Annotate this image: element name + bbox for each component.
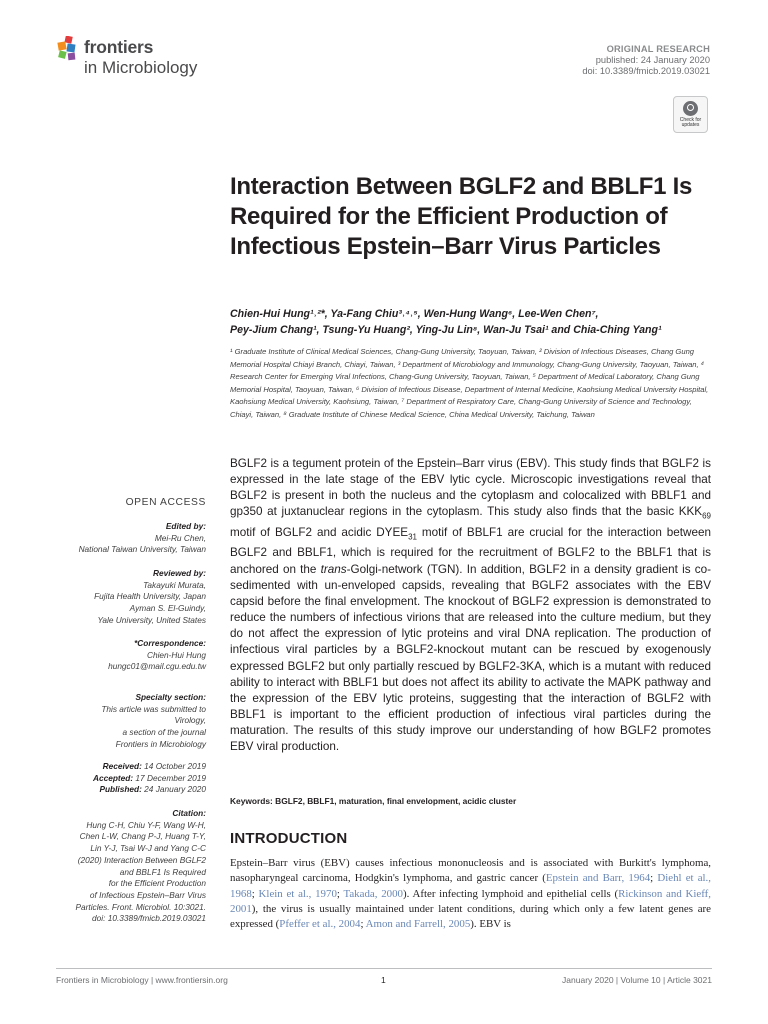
author-list <box>230 306 720 338</box>
editor-name[interactable]: Mei-Ru Chen, <box>154 532 206 543</box>
accepted-date: Accepted: 17 December 2019 <box>93 772 206 783</box>
reviewed-by-block <box>48 568 206 627</box>
open-access-label: OPEN ACCESS <box>125 497 206 508</box>
citation-text: Lin Y-J, Tsai W-J and Yang C-C <box>90 843 206 854</box>
introduction-paragraph: Epstein–Barr virus (EBV) causes infectious mononucleosis and is associated with Burkitt's lymphoma, nasopharyngeal carcinoma, Hodgkin's lymphoma, and gastric cancer (Epstein and Barr, 1964; Diehl et al., 1968; Klein et al., 1970; Takada, 2000). After infecting lymphoid and epithelial cells (Rickinson and Kieff, 2001), the virus is usually maintained under latent conditions, during which only a few latent genes are expressed (Pfeffer et al., 2004; Amon and Farrell, 2005). EBV is <box>230 857 712 931</box>
badge-label: Check for updates <box>679 117 702 128</box>
published-date-sidebar: Published: 24 January 2020 <box>99 784 206 795</box>
citation-text: of Infectious Epstein–Barr Virus <box>89 889 206 900</box>
affiliations: ¹ Graduate Institute of Clinical Medical Sciences, Chang-Gung University, Taoyuan, Taiwan, ² Division of Infectious Diseases, Chang Gung Memorial Hospital Chiayi Branch, Chiayi, Taiwan, ³ Department of Microbiology and Immunology, Chang-Gung University, Taoyuan, Taiwan, ⁴ Research Center for Emerging Viral Infections, Chang-Gung University, Taoyuan, Taiwan, ⁵ Department of Medical Laboratory, Chang Gung Memorial Hospital, Taoyuan, Taiwan, ⁶ Division of Infectious Disease, Department of Internal Medicine, Kaohsiung Medical University Hospital, Kaohsiung Medical University, Kaohsiung, Taiwan, ⁷ Department of Respiratory Care, Chang-Gung University of Science and Technology, Chiayi, Taiwan, ⁸ Graduate Institute of Chinese Medical Science, China Medical University, Taichung, Taiwan <box>230 347 709 419</box>
specialty-section-block <box>48 692 206 751</box>
article-doi[interactable]: doi: 10.3389/fmicb.2019.03021 <box>582 66 710 76</box>
citation-link[interactable]: Klein et al., 1970 <box>258 887 337 900</box>
editor-affiliation: National Taiwan University, Taiwan <box>78 544 206 555</box>
journal-logo[interactable] <box>56 34 226 82</box>
footer-journal-link[interactable]: Frontiers in Microbiology | www.frontiersin.org <box>56 975 228 985</box>
citation-link[interactable]: Epstein and Barr, 1964 <box>545 872 651 885</box>
citation-link[interactable]: Amon and Farrell, 2005 <box>365 918 471 931</box>
published-date: published: 24 January 2020 <box>595 55 710 65</box>
reviewer-affiliation: Yale University, United States <box>97 614 206 625</box>
received-date: Received: 14 October 2019 <box>102 761 206 771</box>
abstract: BGLF2 is a tegument protein of the Epstein–Barr virus (EBV). This study finds that BGLF2 is expressed in the late stage of the EBV lytic cycle. Microscopic investigations reveal that BGLF2 is present in both the nucleus and the cytoplasm and colocalized with BBLF1 and gp350 at juxtanuclear regions in the cytoplasm. This study also finds that the basic $KKK_{69}$ motif of BGLF2 and acidic $DYEE_{31}$ motif of BBLF1 are crucial for the interaction between BGLF2 and BBLF1, which is required for the recruitment of BGLF2 to the BBLF1 that is anchored on the trans-Golgi-network (TGN). In addition, BGLF2 in a density gradient is co-sedimented with un-enveloped capsids, revealing that BGLF2 associates with the EBV capsid before the final envelopment. The knockout of BGLF2 expression is demonstrated to reduce the numbers of infectious virions that are released into the culture medium, but they do not affect the expression of lytic proteins and viral DNA replication. The production of infectious viral particles by a BGLF2-knockout mutant can be rescued by exogenously expressed BGLF2 but only partially rescued by BGLF2-3KA, which is a mutant with reduced ability to interact with BBLF1 but does not affect its ability to activate the MAPK pathway and the expression of the EBV lytic proteins, suggesting that the interaction of BGLF2 with BBLF1 is important to the efficient production of infectious viral particles during the maturation. The results of this study improve our understanding of how BGLF2 promotes EBV viral production. <box>230 457 711 754</box>
specialty-text: Frontiers in Microbiology <box>115 738 206 749</box>
citation-doi[interactable]: doi: 10.3389/fmicb.2019.03021 <box>92 913 206 924</box>
footer-divider <box>56 968 712 969</box>
correspondence-name: Chien-Hui Hung <box>146 649 206 660</box>
authors-line: Chien-Hui Hung¹˒²*, Ya-Fang Chiu³˒⁴˒⁵, Wen-Hung Wang⁶, Lee-Wen Chen⁷, <box>230 308 599 320</box>
citation-text: Hung C-H, Chiu Y-F, Wang W-H, <box>86 819 206 830</box>
logo-journal-name: in Microbiology <box>84 58 198 77</box>
check-for-updates-badge[interactable] <box>673 96 708 133</box>
page-number: 1 <box>381 975 386 985</box>
citation-link[interactable]: Rickinson and Kieff, 2001 <box>230 887 712 916</box>
reviewed-by-label: Reviewed by: <box>152 568 206 578</box>
specialty-label: Specialty section: <box>135 692 206 702</box>
article-meta <box>582 44 710 77</box>
edited-by-label: Edited by: <box>165 521 206 531</box>
citation-link[interactable]: Pfeffer et al., 2004 <box>279 918 361 931</box>
reviewer-name[interactable]: Ayman S. El-Guindy, <box>129 603 206 614</box>
section-heading-introduction: INTRODUCTION <box>230 830 348 847</box>
citation-link[interactable]: Takada, 2000 <box>343 887 403 900</box>
edited-by-block <box>48 521 206 556</box>
citation-label: Citation: <box>172 808 206 818</box>
citation-block <box>48 808 206 925</box>
dates-block <box>48 761 206 796</box>
article-title: Interaction Between BGLF2 and BBLF1 Is Required for the Efficient Production of Infectious Epstein–Barr Virus Particles <box>230 173 693 260</box>
citation-text: Chen L-W, Chang P-J, Huang T-Y, <box>79 831 206 842</box>
citation-link[interactable]: Diehl et al., 1968 <box>230 872 712 900</box>
citation-text: and BBLF1 Is Required <box>119 866 206 877</box>
specialty-text: a section of the journal <box>122 727 206 738</box>
article-type: ORIGINAL RESEARCH <box>606 44 710 54</box>
specialty-text: This article was submitted to <box>101 703 206 714</box>
correspondence-email[interactable]: hungc01@mail.cgu.edu.tw <box>108 661 206 672</box>
logo-wordmark: frontiers <box>84 37 154 57</box>
check-updates-icon <box>683 101 698 116</box>
authors-line: Pey-Jium Chang¹, Tsung-Yu Huang², Ying-Ju Lin⁸, Wan-Ju Tsai¹ and Chia-Ching Yang¹ <box>230 324 662 336</box>
footer-issue-info: January 2020 | Volume 10 | Article 3021 <box>562 975 712 985</box>
citation-text: for the Efficient Production <box>108 878 206 889</box>
correspondence-label: *Correspondence: <box>134 638 206 648</box>
citation-text: Particles. Front. Microbiol. 10:3021. <box>75 901 206 912</box>
reviewer-name[interactable]: Takayuki Murata, <box>143 579 206 590</box>
frontiers-logo-icon <box>56 36 80 66</box>
keywords: Keywords: BGLF2, BBLF1, maturation, final envelopment, acidic cluster <box>230 796 517 806</box>
correspondence-block <box>48 638 206 673</box>
reviewer-affiliation: Fujita Health University, Japan <box>94 591 206 602</box>
specialty-text: Virology, <box>174 715 206 726</box>
citation-text: (2020) Interaction Between BGLF2 <box>77 854 206 865</box>
